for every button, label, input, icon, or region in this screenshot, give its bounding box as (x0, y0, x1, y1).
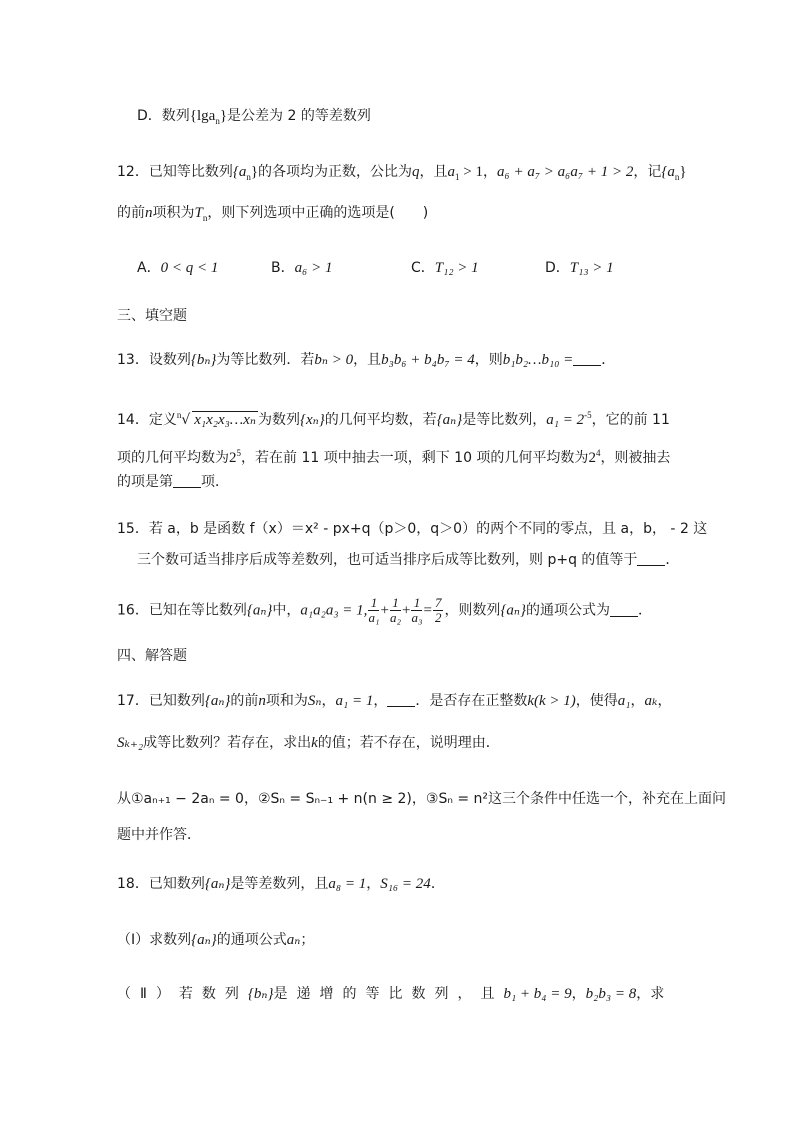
q-text: ； (300, 932, 315, 948)
answer-blank[interactable] (173, 473, 201, 488)
question-12-line-2 (117, 203, 428, 228)
q-text: （Ⅰ）求数列 (117, 932, 192, 948)
option-label: A． (137, 260, 161, 276)
math: Sₖ₊₂ (117, 735, 144, 751)
math: {bₙ} (247, 986, 274, 1002)
q-text: 的各项均为正数，公比为 (258, 164, 413, 180)
option-text: T₁₂ > 1 (434, 260, 479, 276)
question-17-line-3: 从①aₙ₊₁ − 2aₙ = 0，②Sₙ = Sₙ₋₁ + n(n ≥ 2)，③Sₙ = n²这三个条件中任选一个，补充在上面问 (117, 791, 727, 807)
math: a₈ = 1 (328, 876, 367, 892)
q-text: ，求 (636, 986, 665, 1002)
question-18-part-1 (117, 930, 314, 950)
q-text: 16．已知在等比数列 (117, 602, 247, 619)
math: {aₙ} (246, 602, 273, 619)
q-text: ．是否存在正整数 (415, 693, 528, 709)
q-text: 中， (272, 602, 301, 619)
math: b₁ + b₄ = 9 (503, 986, 572, 1002)
math-exp: 4 (595, 448, 601, 458)
q-text: 的通项公式 (216, 932, 287, 948)
question-14-line-3 (117, 472, 229, 492)
question-17-line-1: 17．已知数列{aₙ}的前n项和为Sₙ，a₁ = 1， ．是否存在正整数k(k > 1)，使得a₁，aₖ， (117, 693, 672, 709)
q-text: ， (373, 693, 388, 709)
math: } (219, 108, 228, 124)
q-text: ，且 (419, 164, 448, 180)
answer-blank[interactable] (573, 351, 601, 366)
q-text: ，则数列 (444, 602, 501, 619)
q-text: 13．设数列 (117, 352, 191, 368)
fraction (368, 596, 379, 625)
math: b₃b₆ + b₄b₇ = 4 (381, 352, 475, 368)
math: a₁ = 1 (335, 693, 374, 709)
q-text: ，则被抽去 (600, 450, 671, 466)
root-body: x₁x₂x₃…xₙ (194, 412, 256, 428)
option-b[interactable] (271, 258, 332, 278)
q-text: ，记 (633, 164, 662, 180)
question-18-line-1 (117, 874, 445, 894)
q-text: 12．已知等比数列 (117, 164, 233, 180)
math: n (145, 205, 153, 221)
question-17-line-2 (117, 733, 500, 753)
option-a[interactable] (137, 258, 218, 278)
q-text: 为等比数列．若 (216, 352, 315, 368)
option-label: D． (545, 260, 570, 276)
q-text: 项． (201, 474, 229, 490)
option-d-prev (137, 106, 371, 131)
q-text: 14．定义 (117, 412, 177, 428)
math: S₁₆ = 24 (380, 876, 431, 892)
math: b₁b₂…b₁₀ = (502, 352, 574, 368)
frac-den: a₁ (368, 610, 380, 625)
q-text: 的项是第 (117, 474, 173, 490)
q-text: ，若在前 11 项中抽去一项，剩下 10 项的几何平均数为 (241, 450, 589, 466)
math: {aₙ} (191, 932, 217, 948)
q-text: （Ⅱ）若数列 (117, 986, 248, 1002)
math: {a (232, 164, 247, 180)
q-text: 项的几何平均数为 (117, 450, 229, 466)
q-text: ． (430, 876, 445, 892)
q-text: ． (665, 552, 680, 568)
math: b₂b₃ = 8 (585, 986, 637, 1002)
q-text: 的前 (117, 205, 145, 221)
math: {aₙ} (500, 602, 527, 619)
question-17-line-4: 题中并作答． (117, 827, 201, 843)
q-text: 的通项公式为 (526, 602, 611, 619)
math: Sₙ (307, 693, 322, 709)
math-sub: 1 (455, 172, 460, 182)
math: T (194, 205, 203, 221)
math-sub: n (202, 213, 208, 223)
q-text: 是递增的等比数列，且 (273, 986, 504, 1002)
math: aₙ (286, 932, 301, 948)
math: bₙ > 0 (314, 352, 354, 368)
math: {bₙ} (190, 352, 217, 368)
q-text: 项积为 (152, 205, 195, 221)
frac-den: 2 (434, 610, 442, 625)
q-text: ，且 (353, 352, 382, 368)
fraction (433, 596, 444, 625)
q-text: ，使得 (575, 693, 618, 709)
q-text: ，它的前 11 (591, 412, 670, 428)
math: q (412, 164, 420, 180)
question-14-line-2 (117, 443, 670, 468)
math: } (250, 164, 259, 180)
frac-num: 1 (368, 596, 379, 611)
question-13 (117, 350, 615, 370)
option-text: 0 < q < 1 (160, 260, 219, 276)
math: a₁ (617, 693, 631, 709)
q-text: ， (321, 693, 336, 709)
answer-blank[interactable] (610, 602, 638, 617)
math: a₁ = 2 (546, 412, 585, 428)
math: 2 (588, 450, 596, 466)
math: {aₙ} (436, 412, 463, 428)
q-text: 的值；若不存在，说明理由． (317, 735, 500, 751)
math: n (258, 693, 266, 709)
root-index: n (176, 410, 182, 420)
math-exp: -5 (584, 410, 592, 420)
q-text: ． (601, 352, 616, 368)
question-18-part-2 (117, 984, 664, 1004)
option-text: T₁₃ > 1 (569, 260, 614, 276)
math-sub: n (674, 172, 680, 182)
math: {aₙ} (204, 876, 231, 892)
math: a₁a₂a₃ = 1, (300, 602, 368, 619)
math: k (311, 735, 318, 751)
option-d[interactable] (545, 258, 614, 278)
math: aₖ (644, 693, 658, 709)
option-label: B． (271, 260, 295, 276)
math: {xₙ} (299, 412, 325, 428)
frac-num: 1 (411, 596, 422, 611)
q-text: ，则下列选项中正确的选项是( ) (207, 205, 429, 221)
answer-blank[interactable] (387, 692, 415, 707)
section-heading-fill-blank: 三、填空题 (117, 308, 187, 324)
q-text: 18．已知数列 (117, 876, 205, 892)
option-c[interactable] (411, 258, 479, 278)
option-label: D．数列 (137, 108, 190, 124)
math: a₆ + a₇ > a₆a₇ + 1 > 2 (497, 164, 634, 180)
math: > 1 (459, 164, 483, 180)
q-text: 是等比数列， (462, 412, 547, 428)
q-text: ． (638, 602, 653, 619)
q-text: 项和为 (265, 693, 308, 709)
section-heading-solve: 四、解答题 (117, 648, 187, 664)
q-text: ， (571, 986, 586, 1002)
question-12-options (137, 258, 657, 278)
q-text: 的前 (230, 693, 259, 709)
math: 2 (229, 450, 237, 466)
question-14-line-1: 14．定义$^n$√ x₁x₂x₃…xₙ 为数列{xₙ}的几何平均数，若{aₙ}是等比数列，$a_1 = 2^{-5}$，它的前 11 (117, 410, 670, 428)
q-text: 为数列 (257, 412, 300, 428)
question-12-line-1: 12．已知等比数列$\{a_n\}$的各项均为正数，公比为q，且$a_1 > 1$，a₆ + a₇ > a₆a₇ + 1 > 2，记$\{a_n\}$ (117, 164, 687, 182)
option-text: a₆ > 1 (294, 260, 333, 276)
math: } (679, 164, 687, 180)
q-text: 的几何平均数，若 (324, 412, 437, 428)
math: k(k > 1) (527, 693, 576, 709)
q-text: ，则 (474, 352, 503, 368)
option-label: C． (411, 260, 435, 276)
frac-num: 7 (434, 595, 442, 610)
math-sub: n (215, 116, 220, 126)
option-text: 是公差为 2 的等差数列 (227, 108, 371, 124)
math: a (447, 164, 456, 180)
q-text: 成等比数列？若存在，求出 (143, 735, 312, 751)
question-15-line-2 (137, 550, 679, 570)
math: {a (661, 164, 675, 180)
q-text: ， (366, 876, 381, 892)
q-text: 三个数可适当排序后成等差数列，也可适当排序后成等比数列，则 p+q 的值等于 (137, 552, 638, 568)
frac-den: a₃ (411, 610, 423, 625)
math: {lga (189, 108, 216, 124)
math: {aₙ} (204, 693, 231, 709)
question-16: 16．已知在等比数列{aₙ}中，a₁a₂a₃ = 1, $\frac{1}{\text{a₁}}$ + $\frac{1}{\text{a₂}}$ + $\frac{1}{\text{a₃}}$ = $\frac{7}{2}$ ，则数列{aₙ}的通项公式为 ． (117, 595, 653, 625)
q-text: 17．已知数列 (117, 693, 205, 709)
q-text: 是等差数列，且 (230, 876, 329, 892)
answer-blank[interactable] (637, 551, 665, 566)
math-exp: 5 (236, 448, 241, 458)
fraction (411, 596, 422, 625)
frac-den: a₂ (389, 610, 401, 625)
question-15-line-1: 15．若 a，b 是函数 f（x）＝x² - px+q（p＞0，q＞0）的两个不同的零点，且 a，b， - 2 这 (117, 521, 708, 537)
frac-num: 1 (390, 596, 401, 611)
math-sub: n (246, 172, 251, 182)
fraction (390, 596, 401, 625)
